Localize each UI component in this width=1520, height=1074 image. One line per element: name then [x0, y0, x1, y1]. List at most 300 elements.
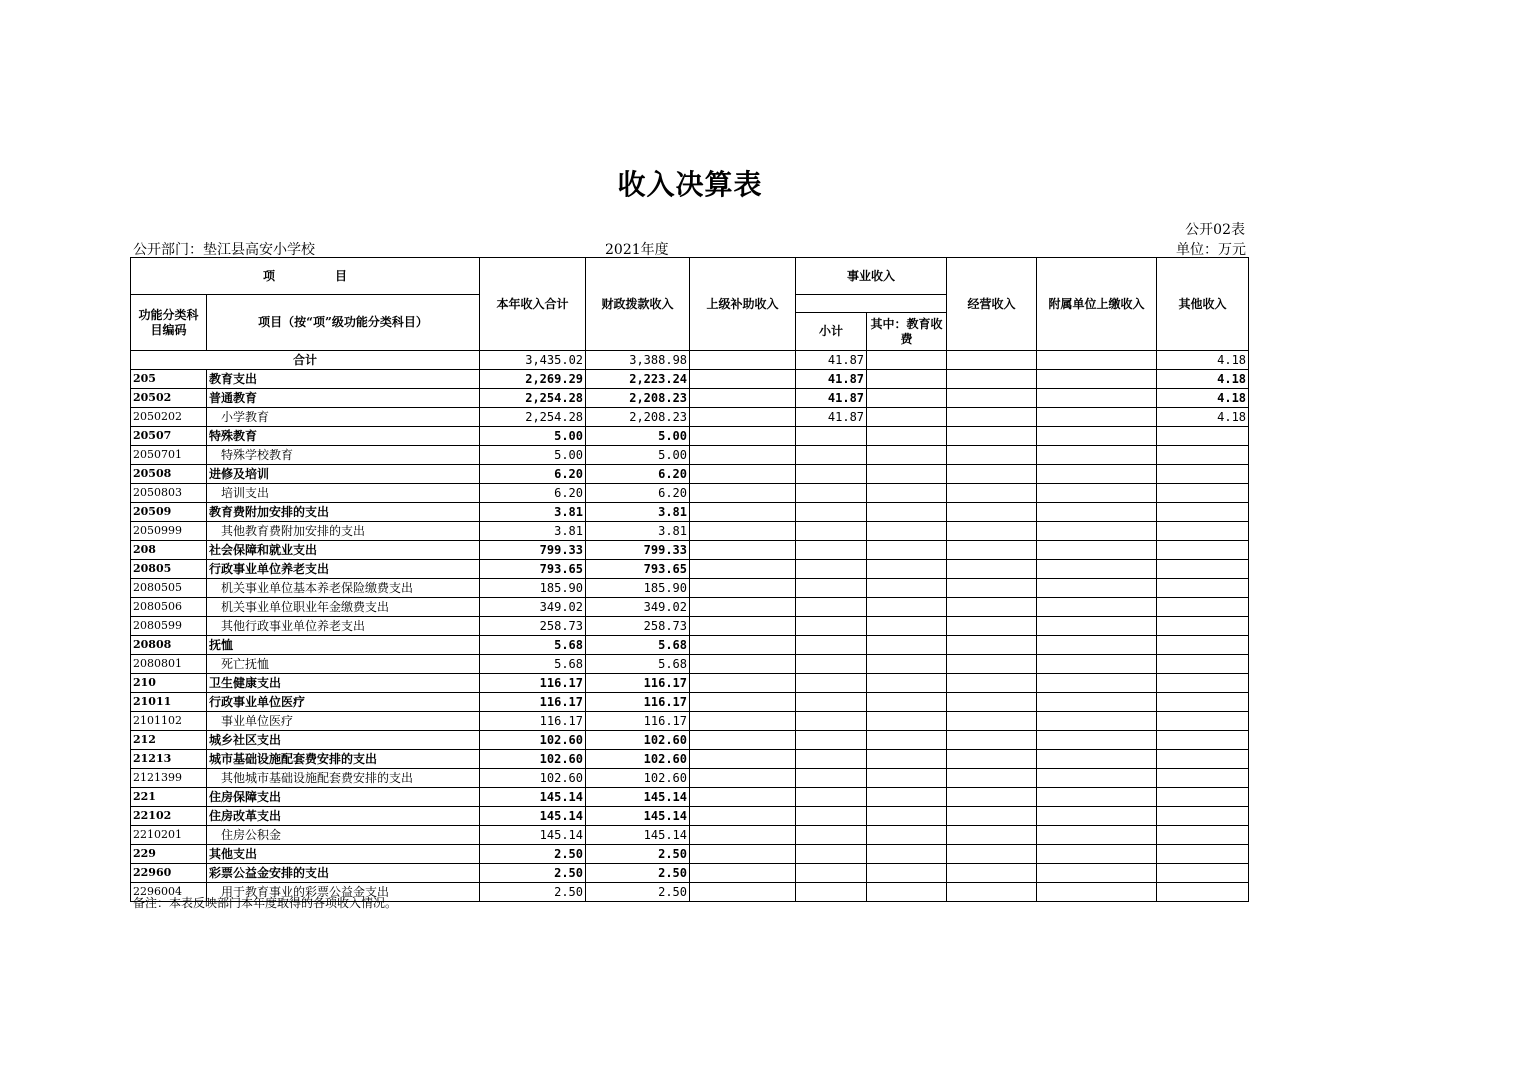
total-affiliated-cell — [1037, 351, 1157, 370]
row-affiliated — [1037, 693, 1157, 712]
row-other — [1157, 826, 1249, 845]
total-fiscal-cell: 3,388.98 — [586, 351, 690, 370]
row-edu-fee — [867, 370, 947, 389]
header-business-income: 事业收入 — [796, 258, 947, 295]
row-edu-fee — [867, 674, 947, 693]
row-fiscal: 116.17 — [586, 693, 690, 712]
row-superior — [690, 883, 796, 902]
row-fiscal: 258.73 — [586, 617, 690, 636]
row-code: 2121399 — [131, 769, 207, 788]
row-other — [1157, 731, 1249, 750]
table-row — [131, 750, 1249, 769]
header-item: 项 目 — [131, 258, 480, 295]
row-subtotal — [796, 845, 867, 864]
row-other — [1157, 883, 1249, 902]
row-code: 20509 — [131, 503, 207, 522]
header-superior-subsidy: 上级补助收入 — [690, 258, 796, 351]
row-operating — [947, 826, 1037, 845]
row-edu-fee — [867, 769, 947, 788]
row-other — [1157, 807, 1249, 826]
row-name: 其他行政事业单位养老支出 — [207, 617, 480, 636]
row-code: 2101102 — [131, 712, 207, 731]
row-code: 212 — [131, 731, 207, 750]
row-operating — [947, 788, 1037, 807]
row-operating — [947, 370, 1037, 389]
row-affiliated — [1037, 712, 1157, 731]
row-fiscal: 2.50 — [586, 864, 690, 883]
row-subtotal: 41.87 — [796, 370, 867, 389]
row-total-income: 793.65 — [480, 560, 586, 579]
row-code: 20805 — [131, 560, 207, 579]
row-name: 抚恤 — [207, 636, 480, 655]
row-operating — [947, 579, 1037, 598]
row-name: 培训支出 — [207, 484, 480, 503]
row-superior — [690, 807, 796, 826]
row-name: 卫生健康支出 — [207, 674, 480, 693]
table-row — [131, 389, 1249, 408]
table-row — [131, 503, 1249, 522]
row-name: 教育支出 — [207, 370, 480, 389]
row-other — [1157, 598, 1249, 617]
row-superior — [690, 769, 796, 788]
row-operating — [947, 408, 1037, 427]
header-item-name: 项目（按“项”级功能分类科目） — [207, 295, 480, 351]
row-code: 2296004 — [131, 883, 207, 902]
row-operating — [947, 750, 1037, 769]
page-title: 收入决算表 — [617, 168, 763, 201]
row-total-income: 2,254.28 — [480, 389, 586, 408]
row-superior — [690, 693, 796, 712]
table-row — [131, 617, 1249, 636]
row-fiscal: 102.60 — [586, 731, 690, 750]
row-edu-fee — [867, 807, 947, 826]
row-edu-fee — [867, 845, 947, 864]
row-code: 208 — [131, 541, 207, 560]
row-code: 20507 — [131, 427, 207, 446]
row-name: 特殊学校教育 — [207, 446, 480, 465]
year-label: 2021年度 — [605, 242, 669, 258]
footnote: 备注：本表反映部门本年度取得的各项收入情况。 — [133, 896, 398, 910]
row-total-income: 6.20 — [480, 465, 586, 484]
row-superior — [690, 826, 796, 845]
row-edu-fee — [867, 883, 947, 902]
table-row — [131, 864, 1249, 883]
row-code: 20808 — [131, 636, 207, 655]
row-total-income: 102.60 — [480, 731, 586, 750]
row-name: 其他支出 — [207, 845, 480, 864]
row-affiliated — [1037, 579, 1157, 598]
row-fiscal: 5.00 — [586, 446, 690, 465]
row-affiliated — [1037, 655, 1157, 674]
table-header — [131, 258, 1249, 351]
row-other — [1157, 655, 1249, 674]
table-row — [131, 598, 1249, 617]
row-superior — [690, 389, 796, 408]
row-edu-fee — [867, 446, 947, 465]
row-code: 22960 — [131, 864, 207, 883]
row-subtotal — [796, 883, 867, 902]
row-affiliated — [1037, 503, 1157, 522]
row-operating — [947, 807, 1037, 826]
row-fiscal: 145.14 — [586, 826, 690, 845]
total-operating-cell — [947, 351, 1037, 370]
row-edu-fee — [867, 864, 947, 883]
row-total-income: 116.17 — [480, 712, 586, 731]
row-subtotal — [796, 693, 867, 712]
total-label: 合计 — [131, 351, 480, 370]
row-name: 教育费附加安排的支出 — [207, 503, 480, 522]
row-name: 行政事业单位医疗 — [207, 693, 480, 712]
row-superior — [690, 370, 796, 389]
table-row — [131, 826, 1249, 845]
row-edu-fee — [867, 826, 947, 845]
row-total-income: 2,269.29 — [480, 370, 586, 389]
row-superior — [690, 750, 796, 769]
row-other — [1157, 484, 1249, 503]
header-func-code: 功能分类科目编码 — [131, 295, 207, 351]
row-superior — [690, 541, 796, 560]
row-affiliated — [1037, 617, 1157, 636]
row-superior — [690, 446, 796, 465]
row-subtotal — [796, 788, 867, 807]
row-code: 2080506 — [131, 598, 207, 617]
table-row — [131, 446, 1249, 465]
row-superior — [690, 503, 796, 522]
row-name: 事业单位医疗 — [207, 712, 480, 731]
table-row — [131, 522, 1249, 541]
row-other — [1157, 427, 1249, 446]
row-operating — [947, 845, 1037, 864]
row-operating — [947, 731, 1037, 750]
row-subtotal — [796, 446, 867, 465]
table-row — [131, 427, 1249, 446]
row-operating — [947, 560, 1037, 579]
table-row — [131, 370, 1249, 389]
row-total-income: 258.73 — [480, 617, 586, 636]
row-name: 用于教育事业的彩票公益金支出 — [207, 883, 480, 902]
row-other — [1157, 788, 1249, 807]
row-superior — [690, 788, 796, 807]
row-superior — [690, 674, 796, 693]
table-row — [131, 541, 1249, 560]
table-row — [131, 674, 1249, 693]
row-operating — [947, 769, 1037, 788]
row-code: 210 — [131, 674, 207, 693]
table-row — [131, 769, 1249, 788]
row-code: 2050202 — [131, 408, 207, 427]
row-subtotal — [796, 560, 867, 579]
row-code: 20502 — [131, 389, 207, 408]
row-affiliated — [1037, 598, 1157, 617]
row-fiscal: 145.14 — [586, 788, 690, 807]
header-fiscal: 财政拨款收入 — [586, 258, 690, 351]
meta-row — [131, 239, 1246, 257]
row-other — [1157, 750, 1249, 769]
row-operating — [947, 655, 1037, 674]
row-fiscal: 2.50 — [586, 845, 690, 864]
row-other — [1157, 522, 1249, 541]
row-subtotal — [796, 807, 867, 826]
row-superior — [690, 617, 796, 636]
row-operating — [947, 693, 1037, 712]
row-name: 住房公积金 — [207, 826, 480, 845]
row-superior — [690, 598, 796, 617]
row-code: 2080599 — [131, 617, 207, 636]
row-subtotal — [796, 522, 867, 541]
row-affiliated — [1037, 674, 1157, 693]
row-edu-fee — [867, 465, 947, 484]
row-superior — [690, 655, 796, 674]
row-other — [1157, 560, 1249, 579]
row-total-income: 185.90 — [480, 579, 586, 598]
row-total-income: 5.00 — [480, 427, 586, 446]
row-affiliated — [1037, 389, 1157, 408]
row-subtotal — [796, 655, 867, 674]
row-code: 2050999 — [131, 522, 207, 541]
row-subtotal — [796, 579, 867, 598]
row-affiliated — [1037, 370, 1157, 389]
row-affiliated — [1037, 408, 1157, 427]
row-affiliated — [1037, 731, 1157, 750]
row-affiliated — [1037, 769, 1157, 788]
row-fiscal: 6.20 — [586, 465, 690, 484]
row-operating — [947, 389, 1037, 408]
row-code: 2050803 — [131, 484, 207, 503]
total-income-cell: 3,435.02 — [480, 351, 586, 370]
table-row — [131, 579, 1249, 598]
row-total-income: 3.81 — [480, 503, 586, 522]
row-fiscal: 145.14 — [586, 807, 690, 826]
row-subtotal — [796, 598, 867, 617]
row-total-income: 116.17 — [480, 693, 586, 712]
row-code: 2210201 — [131, 826, 207, 845]
row-edu-fee — [867, 731, 947, 750]
header-operating: 经营收入 — [947, 258, 1037, 351]
table-row — [131, 560, 1249, 579]
row-superior — [690, 484, 796, 503]
row-subtotal — [796, 465, 867, 484]
row-fiscal: 116.17 — [586, 712, 690, 731]
row-code: 205 — [131, 370, 207, 389]
row-operating — [947, 864, 1037, 883]
row-edu-fee — [867, 636, 947, 655]
row-code: 22102 — [131, 807, 207, 826]
row-affiliated — [1037, 541, 1157, 560]
row-total-income: 2,254.28 — [480, 408, 586, 427]
row-subtotal — [796, 484, 867, 503]
header-total-income: 本年收入合计 — [480, 258, 586, 351]
row-other: 4.18 — [1157, 389, 1249, 408]
row-other — [1157, 503, 1249, 522]
row-total-income: 3.81 — [480, 522, 586, 541]
table-row — [131, 655, 1249, 674]
row-total-income: 2.50 — [480, 845, 586, 864]
table-row — [131, 636, 1249, 655]
row-edu-fee — [867, 579, 947, 598]
row-total-income: 102.60 — [480, 750, 586, 769]
row-fiscal: 2,208.23 — [586, 408, 690, 427]
row-fiscal: 102.60 — [586, 750, 690, 769]
row-operating — [947, 465, 1037, 484]
row-affiliated — [1037, 788, 1157, 807]
row-fiscal: 793.65 — [586, 560, 690, 579]
row-name: 社会保障和就业支出 — [207, 541, 480, 560]
row-affiliated — [1037, 864, 1157, 883]
row-edu-fee — [867, 408, 947, 427]
total-edu-fee-cell — [867, 351, 947, 370]
row-operating — [947, 636, 1037, 655]
row-fiscal: 5.68 — [586, 655, 690, 674]
row-name: 其他城市基础设施配套费安排的支出 — [207, 769, 480, 788]
row-other — [1157, 845, 1249, 864]
row-edu-fee — [867, 598, 947, 617]
row-code: 229 — [131, 845, 207, 864]
row-operating — [947, 522, 1037, 541]
row-fiscal: 3.81 — [586, 522, 690, 541]
row-subtotal — [796, 712, 867, 731]
total-other-cell: 4.18 — [1157, 351, 1249, 370]
row-fiscal: 5.00 — [586, 427, 690, 446]
row-fiscal: 799.33 — [586, 541, 690, 560]
row-total-income: 145.14 — [480, 788, 586, 807]
table-row — [131, 731, 1249, 750]
row-subtotal — [796, 769, 867, 788]
row-edu-fee — [867, 541, 947, 560]
row-superior — [690, 712, 796, 731]
row-other — [1157, 712, 1249, 731]
row-edu-fee — [867, 655, 947, 674]
header-other: 其他收入 — [1157, 258, 1249, 351]
header-edu-fee: 其中：教育收费 — [867, 313, 947, 351]
row-code: 20508 — [131, 465, 207, 484]
row-other — [1157, 864, 1249, 883]
row-edu-fee — [867, 389, 947, 408]
row-operating — [947, 674, 1037, 693]
row-superior — [690, 408, 796, 427]
row-operating — [947, 598, 1037, 617]
row-edu-fee — [867, 484, 947, 503]
row-name: 其他教育费附加安排的支出 — [207, 522, 480, 541]
row-operating — [947, 883, 1037, 902]
row-fiscal: 5.68 — [586, 636, 690, 655]
row-subtotal: 41.87 — [796, 408, 867, 427]
row-affiliated — [1037, 883, 1157, 902]
row-superior — [690, 427, 796, 446]
row-name: 特殊教育 — [207, 427, 480, 446]
row-subtotal — [796, 864, 867, 883]
row-affiliated — [1037, 750, 1157, 769]
row-affiliated — [1037, 446, 1157, 465]
table-row — [131, 807, 1249, 826]
row-fiscal: 3.81 — [586, 503, 690, 522]
row-fiscal: 102.60 — [586, 769, 690, 788]
table-row — [131, 484, 1249, 503]
row-name: 进修及培训 — [207, 465, 480, 484]
row-total-income: 349.02 — [480, 598, 586, 617]
row-fiscal: 349.02 — [586, 598, 690, 617]
row-edu-fee — [867, 788, 947, 807]
row-fiscal: 185.90 — [586, 579, 690, 598]
row-name: 机关事业单位职业年金缴费支出 — [207, 598, 480, 617]
row-total-income: 102.60 — [480, 769, 586, 788]
row-operating — [947, 503, 1037, 522]
row-operating — [947, 541, 1037, 560]
row-other: 4.18 — [1157, 370, 1249, 389]
row-other — [1157, 446, 1249, 465]
row-fiscal: 6.20 — [586, 484, 690, 503]
table-row — [131, 788, 1249, 807]
row-affiliated — [1037, 636, 1157, 655]
row-subtotal — [796, 503, 867, 522]
row-code: 221 — [131, 788, 207, 807]
row-superior — [690, 522, 796, 541]
row-name: 死亡抚恤 — [207, 655, 480, 674]
row-superior — [690, 579, 796, 598]
row-other — [1157, 579, 1249, 598]
header-subtotal: 小计 — [796, 313, 867, 351]
table-row — [131, 465, 1249, 484]
row-affiliated — [1037, 427, 1157, 446]
department-label: 公开部门：垫江县高安小学校 — [133, 242, 315, 258]
row-total-income: 799.33 — [480, 541, 586, 560]
row-affiliated — [1037, 560, 1157, 579]
unit-label: 单位：万元 — [1176, 242, 1246, 258]
row-code: 2080505 — [131, 579, 207, 598]
row-other — [1157, 674, 1249, 693]
row-superior — [690, 845, 796, 864]
row-affiliated — [1037, 465, 1157, 484]
row-subtotal: 41.87 — [796, 389, 867, 408]
row-affiliated — [1037, 807, 1157, 826]
row-total-income: 5.68 — [480, 636, 586, 655]
row-name: 彩票公益金安排的支出 — [207, 864, 480, 883]
row-code: 2050701 — [131, 446, 207, 465]
row-edu-fee — [867, 522, 947, 541]
row-affiliated — [1037, 845, 1157, 864]
row-superior — [690, 465, 796, 484]
row-edu-fee — [867, 427, 947, 446]
row-subtotal — [796, 750, 867, 769]
row-name: 城乡社区支出 — [207, 731, 480, 750]
table-row — [131, 693, 1249, 712]
row-name: 行政事业单位养老支出 — [207, 560, 480, 579]
row-fiscal: 2.50 — [586, 883, 690, 902]
row-edu-fee — [867, 693, 947, 712]
table-row — [131, 408, 1249, 427]
row-operating — [947, 427, 1037, 446]
row-total-income: 5.68 — [480, 655, 586, 674]
row-name: 小学教育 — [207, 408, 480, 427]
row-name: 住房保障支出 — [207, 788, 480, 807]
header-affiliated: 附属单位上缴收入 — [1037, 258, 1157, 351]
row-affiliated — [1037, 522, 1157, 541]
row-total-income: 6.20 — [480, 484, 586, 503]
row-name: 住房改革支出 — [207, 807, 480, 826]
income-table — [130, 257, 1249, 902]
row-edu-fee — [867, 750, 947, 769]
row-affiliated — [1037, 826, 1157, 845]
total-subtotal-cell: 41.87 — [796, 351, 867, 370]
row-total-income: 116.17 — [480, 674, 586, 693]
row-name: 城市基础设施配套费安排的支出 — [207, 750, 480, 769]
row-edu-fee — [867, 560, 947, 579]
table-body — [131, 351, 1249, 902]
row-subtotal — [796, 541, 867, 560]
row-superior — [690, 636, 796, 655]
row-other — [1157, 617, 1249, 636]
row-subtotal — [796, 427, 867, 446]
form-code: 公开02表 — [1185, 222, 1245, 238]
